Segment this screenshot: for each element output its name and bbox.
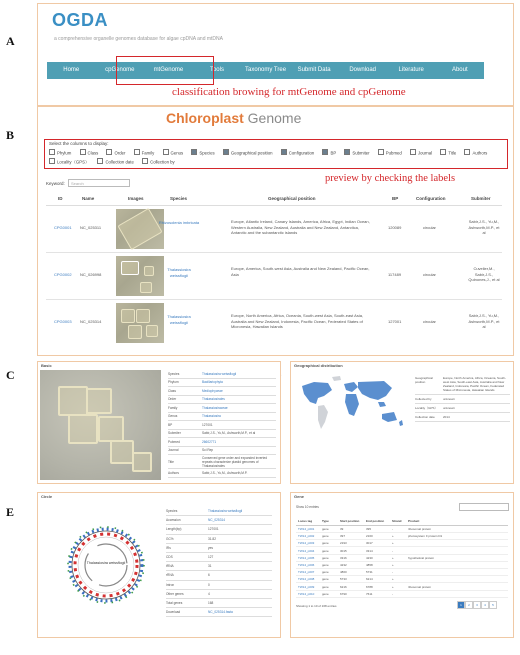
col-bp[interactable]: BP <box>392 196 399 201</box>
gene-row[interactable] <box>296 584 508 591</box>
circle-key: Total genes <box>166 600 183 605</box>
checkbox-title[interactable]: Title <box>440 149 456 158</box>
circle-key: CDS <box>166 555 173 560</box>
nav-tools[interactable]: Tools <box>209 67 224 73</box>
gene-cell: gene <box>322 563 329 567</box>
checkbox-journal[interactable]: Journal <box>410 149 432 158</box>
gene-col[interactable]: Locus tag <box>298 519 313 523</box>
panel-c-basic-info <box>37 361 281 484</box>
basic-key: BP <box>168 422 173 427</box>
world-map[interactable] <box>294 374 409 434</box>
gene-col[interactable]: Strand <box>392 519 402 523</box>
checkbox-order[interactable]: Order <box>106 149 125 158</box>
gene-row[interactable] <box>296 555 508 562</box>
basic-key: Title <box>168 459 174 464</box>
gene-row[interactable] <box>296 576 508 583</box>
specimen-image[interactable] <box>116 256 164 296</box>
panel-b-chloroplast-list <box>37 106 514 356</box>
circle-value[interactable]: Thalassiosira weissflogii <box>208 509 243 514</box>
row-geo: Europe, America, South-west Asia, Australia and New Zealand, Pacific Ocean, Asia <box>231 266 370 277</box>
row-config: circular <box>423 225 436 230</box>
checkbox-pubmed[interactable]: Pubmed <box>378 149 402 158</box>
gene-cell: gene <box>322 548 329 553</box>
row-submitter: Sabir,J.S., Yu,M., Ashworth,M.P., et al <box>468 313 500 329</box>
row-bp: 120089 <box>388 225 402 230</box>
circle-key: Species <box>166 509 178 514</box>
col-geo[interactable]: Geographical position <box>268 196 316 201</box>
circle-key: IRs <box>166 545 171 550</box>
gene-table-info: Showing 1 to 10 of 168 entries <box>296 604 337 608</box>
gene-cell: - <box>392 527 393 531</box>
gene-row[interactable] <box>296 533 508 540</box>
gene-cell: 397 <box>340 534 346 539</box>
checkbox-bp[interactable]: BP <box>322 149 336 158</box>
row-config: circular <box>423 319 436 324</box>
panel-f-gene-table <box>290 492 514 638</box>
site-logo[interactable]: OGDA <box>52 10 108 30</box>
gene-cell: - <box>392 591 393 596</box>
basic-value: Sabir,J.S., Yu,M., Ashworth,M.P. <box>202 470 248 475</box>
circle-info-table <box>166 507 272 617</box>
basic-value: Sci Rep <box>202 448 214 453</box>
gene-cell: + <box>392 584 394 589</box>
row-bp: 117489 <box>388 272 402 277</box>
basic-key: Genus <box>168 414 178 419</box>
gene-cell: - <box>392 548 393 553</box>
circle-value: 168 <box>208 600 214 605</box>
gene-cell: gene <box>322 570 329 575</box>
gene-cell: 5733 <box>340 577 347 582</box>
annotation-classification: classification browing for mtGenome and cpGenome <box>172 86 406 98</box>
row-id[interactable]: CPG0002 <box>54 272 72 277</box>
circle-key: rRNA <box>166 573 174 578</box>
nav-download[interactable]: Download <box>349 67 376 73</box>
basic-key: Authors <box>168 470 179 475</box>
gene-cell: gene <box>322 584 329 589</box>
gene-row[interactable] <box>296 591 508 598</box>
basic-value[interactable]: Mediophyceae <box>202 388 223 393</box>
basic-value[interactable]: Thalassiosiraceae <box>202 405 228 410</box>
checkbox-submiter[interactable]: Submiter <box>344 149 369 158</box>
basic-value: Sabir,J.S., Yu,M., Ashworth,M.P., et al <box>202 431 256 436</box>
gene-cell: 3316 <box>340 555 347 560</box>
table-row[interactable] <box>46 206 502 253</box>
geo-key: Collection date <box>415 415 435 419</box>
circle-value: 127 <box>208 555 214 560</box>
circle-key: Accession <box>166 518 181 523</box>
row-submitter: Sabir,J.S., Yu,M., Ashworth,M.P., et al <box>468 219 500 235</box>
gene-cell[interactable]: TW14_p004 <box>298 548 315 553</box>
row-id[interactable]: CPG0001 <box>54 225 72 230</box>
basic-key: Phylum <box>168 380 179 385</box>
gene-col[interactable]: Start position <box>340 519 360 523</box>
basic-key: Species <box>168 371 180 376</box>
row-species[interactable]: Thalassiosira weissflogii <box>167 267 191 278</box>
geo-key: Locality（GPS） <box>415 406 438 410</box>
gene-cell[interactable]: TW14_p007 <box>298 570 315 575</box>
row-species[interactable]: Rhizosolenia imbricata <box>158 220 200 225</box>
specimen-image[interactable] <box>116 303 164 343</box>
gene-cell: 6788 <box>366 584 373 589</box>
geo-key: Collected by <box>415 397 432 401</box>
circle-value[interactable]: NC_025314 <box>208 518 226 523</box>
gene-cell: gene <box>322 534 329 539</box>
column-selector-prompt: Select the columns to display: <box>49 141 109 146</box>
geo-value: unknown <box>443 397 456 401</box>
page-title <box>166 110 301 126</box>
gene-cell: gene <box>322 541 329 546</box>
circle-value: 4 <box>208 591 210 596</box>
gene-row[interactable] <box>296 569 508 576</box>
gene-cell: + <box>392 541 394 546</box>
basic-value[interactable]: Thalassiosira weissflogii <box>202 371 237 376</box>
circle-section-title: Circle <box>41 494 53 499</box>
col-name[interactable]: Name <box>82 196 95 201</box>
nav-mtgenome[interactable]: mtGenome <box>153 67 184 73</box>
gene-cell: 39 <box>340 527 344 531</box>
gene-cell[interactable]: TW14_p003 <box>298 541 315 546</box>
nav-cpgenome[interactable]: cpGenome <box>105 67 135 73</box>
row-config: circular <box>423 272 436 277</box>
gene-col[interactable]: End position <box>366 519 385 523</box>
gene-row[interactable] <box>296 526 508 533</box>
gene-cell: 2160 <box>366 534 373 539</box>
row-name: NC_025311 <box>80 225 102 230</box>
basic-key: Submiter <box>168 431 181 436</box>
basic-value[interactable]: Thalassiosira <box>202 414 221 419</box>
row-geo: Europe, Atlantic Ireland, Canary Islands, America, Africa, Egypt, Indian Ocean, Western Australia, New Zealand, Australia and New Zealand, Antarctica, Antarctic and the subantarctic islands <box>231 219 370 235</box>
gene-section-title: Gene <box>294 494 305 499</box>
basic-key: Order <box>168 397 177 402</box>
pagination <box>457 601 497 609</box>
nav-home[interactable]: Home <box>63 67 80 73</box>
gene-col[interactable]: Product <box>408 519 420 523</box>
gene-cell: 3314 <box>366 548 373 553</box>
geo-value: 2014 <box>443 415 450 419</box>
gene-cell: 6214 <box>366 577 373 582</box>
basic-key: Class <box>168 388 176 393</box>
gene-col[interactable]: Type <box>322 519 329 523</box>
download-link[interactable]: NC_025314.fasta <box>208 610 233 615</box>
table-header <box>46 193 502 206</box>
checkbox-geographical-position[interactable]: Geographical position <box>223 149 273 158</box>
row-bp: 127001 <box>388 319 402 324</box>
basic-value[interactable]: Thalassiosirales <box>202 397 225 402</box>
row-species[interactable]: Thalassiosira weissflogii <box>167 314 191 325</box>
basic-value: Conserved gene order and expanded inverted repeats characterize plastid genomes of Thalassiosirales <box>202 455 268 468</box>
row-geo: Europe, North America, Africa, Oceania, South-west Asia, South-east Asia, Australia and New Zealand, Indonesia, Pacific Ocean, Federated States of Micronesia, Hawaiian Islands <box>231 313 364 329</box>
nav-submit-data[interactable]: Submit Data <box>297 67 331 73</box>
gene-cell: + <box>392 555 394 560</box>
basic-value: 127001 <box>202 422 213 427</box>
panel-d-geographic <box>290 361 514 484</box>
page-title-rest: Genome <box>243 110 302 126</box>
keyword-search-input[interactable]: Search <box>68 179 130 187</box>
circle-key: Download <box>166 610 181 615</box>
gene-cell: 5731 <box>366 570 373 575</box>
panel-a-homepage <box>37 3 514 106</box>
gene-cell[interactable]: TW14_p001 <box>298 527 315 531</box>
gene-cell: gene <box>322 555 329 560</box>
checkbox-genus[interactable]: Genus <box>163 149 184 158</box>
page-button[interactable]: 3 <box>473 601 481 609</box>
col-config[interactable]: Configuration <box>416 196 446 201</box>
gene-cell: 395 <box>366 527 372 531</box>
basic-info-table <box>168 370 276 478</box>
entries-length-select[interactable]: Show 10 entries <box>296 505 319 509</box>
specimen-image[interactable] <box>116 209 164 249</box>
geo-info-table <box>415 374 510 422</box>
basic-key: Pubmed <box>168 439 180 444</box>
basic-value[interactable]: Bacillariophyta <box>202 380 223 385</box>
gene-cell: + <box>392 534 394 539</box>
gene-cell: 7611 <box>366 591 373 596</box>
panel-letter-e: E <box>6 505 15 519</box>
gene-row[interactable] <box>296 540 508 547</box>
circle-key: Other genes <box>166 591 184 596</box>
highlight-box-genome-tabs <box>116 56 214 85</box>
col-images: Images <box>128 196 144 201</box>
circle-key: Intron <box>166 582 175 587</box>
checkbox-phylum[interactable]: Phylum <box>49 149 71 158</box>
col-species[interactable]: Species <box>170 196 188 201</box>
gene-cell: 2193 <box>340 541 347 546</box>
gene-search-input[interactable] <box>459 503 509 511</box>
circle-value: 127001 <box>208 527 219 532</box>
col-submitter[interactable]: Submiter <box>471 196 491 201</box>
gene-cell: + <box>392 563 394 567</box>
gene-cell: 4860 <box>340 570 347 575</box>
page-title-highlight: Chloroplast <box>166 110 244 126</box>
row-submitter: Cuvelier,M., Sabir,J.S., Quinones,J., et al <box>468 266 500 282</box>
gene-table-header <box>296 518 508 526</box>
circle-value: 6 <box>208 573 210 578</box>
panel-e-circle-map <box>37 492 281 638</box>
gene-cell[interactable]: TW14_p008 <box>298 577 315 582</box>
circle-value: 31 <box>208 564 212 569</box>
checkbox-family[interactable]: Family <box>134 149 155 158</box>
gene-cell[interactable]: TW14_p009 <box>298 584 315 589</box>
gene-row[interactable] <box>296 562 508 569</box>
main-nav <box>47 62 484 79</box>
row-name: NC_025314 <box>80 319 102 324</box>
column-selector <box>44 139 508 169</box>
gene-cell: 3017 <box>366 541 373 546</box>
gene-cell: 6216 <box>340 584 347 589</box>
checkbox-class[interactable]: Class <box>80 149 99 158</box>
site-tagline: a comprehensive organelle genomes database for algae cpDNA and mtDNA <box>54 36 223 42</box>
checkbox-locality[interactable]: Locality（GPS） <box>49 158 89 167</box>
circle-key: GC% <box>166 536 174 541</box>
geo-section-title: Geographical distribution <box>294 363 343 368</box>
panel-letter-c: C <box>6 368 15 382</box>
circle-value: yes <box>208 545 213 550</box>
basic-key: Family <box>168 405 178 410</box>
gene-cell: ribosomal protein <box>408 584 432 589</box>
row-name: NC_026998 <box>80 272 102 277</box>
basic-key: Journal <box>168 448 179 453</box>
page-button[interactable]: 4 <box>481 601 489 609</box>
gene-cell: gene <box>322 527 329 531</box>
panel-letter-a: A <box>6 34 15 48</box>
gene-cell: - <box>392 570 393 575</box>
table-row[interactable] <box>46 253 502 300</box>
col-id[interactable]: ID <box>58 196 63 201</box>
gene-cell: gene <box>322 577 329 582</box>
panel-letter-b: B <box>6 128 15 142</box>
gene-cell: 3015 <box>340 548 347 553</box>
gene-cell[interactable]: TW14_p005 <box>298 555 315 560</box>
basic-section-title: Basic <box>41 363 52 368</box>
gene-cell[interactable]: TW14_p010 <box>298 591 315 596</box>
keyword-label: Keyword: <box>46 181 65 186</box>
gene-cell: ribosomal protein <box>408 527 432 531</box>
geo-key: Geographical position <box>415 376 433 384</box>
circle-key: Length(bp) <box>166 527 182 532</box>
row-id[interactable]: CPG0003 <box>54 319 72 324</box>
page-button[interactable]: 1 <box>457 601 465 609</box>
gene-cell: photosystem II protein D1 <box>408 534 443 539</box>
nav-taxonomy-tree[interactable]: Taxonomy Tree <box>245 67 287 73</box>
circle-value: 0 <box>208 582 210 587</box>
circle-center-label: Thalassiosira weissflogii <box>86 561 126 565</box>
nav-literature[interactable]: Literature <box>398 67 424 73</box>
basic-value[interactable]: 26602771 <box>202 439 217 444</box>
gene-cell[interactable]: TW14_p002 <box>298 534 315 539</box>
geo-value: Europe, North America, Africa, Oceania, South-west Asia, South-east Asia, Australia and New Zealand, Indonesia, Pacific Ocean, Federated States of Micronesia, Hawaiian Islands <box>443 376 506 392</box>
annotation-preview: preview by checking the labels <box>325 173 456 184</box>
gene-cell: hypothetical protein <box>408 555 435 560</box>
circle-key: tRNA <box>166 564 174 569</box>
circle-value: 31.82 <box>208 536 216 541</box>
column-checkboxes <box>49 149 504 166</box>
gene-row[interactable] <box>296 548 508 555</box>
checkbox-configuration[interactable]: Configuration <box>281 149 315 158</box>
page-button[interactable]: 5 <box>489 601 497 609</box>
gene-cell: gene <box>322 591 329 596</box>
checkbox-authors[interactable]: Authors <box>464 149 487 158</box>
geo-value: unknown <box>443 406 456 410</box>
checkbox-species[interactable]: Species <box>191 149 214 158</box>
gene-cell: 4232 <box>340 563 347 567</box>
gene-cell[interactable]: TW14_p006 <box>298 563 315 567</box>
gene-cell: + <box>392 577 394 582</box>
gene-cell: 4858 <box>366 563 373 567</box>
checkbox-collection-by[interactable]: Collection by <box>142 158 175 167</box>
specimen-micrograph <box>40 370 161 480</box>
gene-cell: 6790 <box>340 591 347 596</box>
table-row[interactable] <box>46 300 502 346</box>
genome-circle-map[interactable] <box>56 515 156 615</box>
gene-cell: 4230 <box>366 555 373 560</box>
page-button[interactable]: 2 <box>465 601 473 609</box>
nav-about[interactable]: About <box>451 67 468 73</box>
checkbox-collection-date[interactable]: Collection date <box>97 158 133 167</box>
